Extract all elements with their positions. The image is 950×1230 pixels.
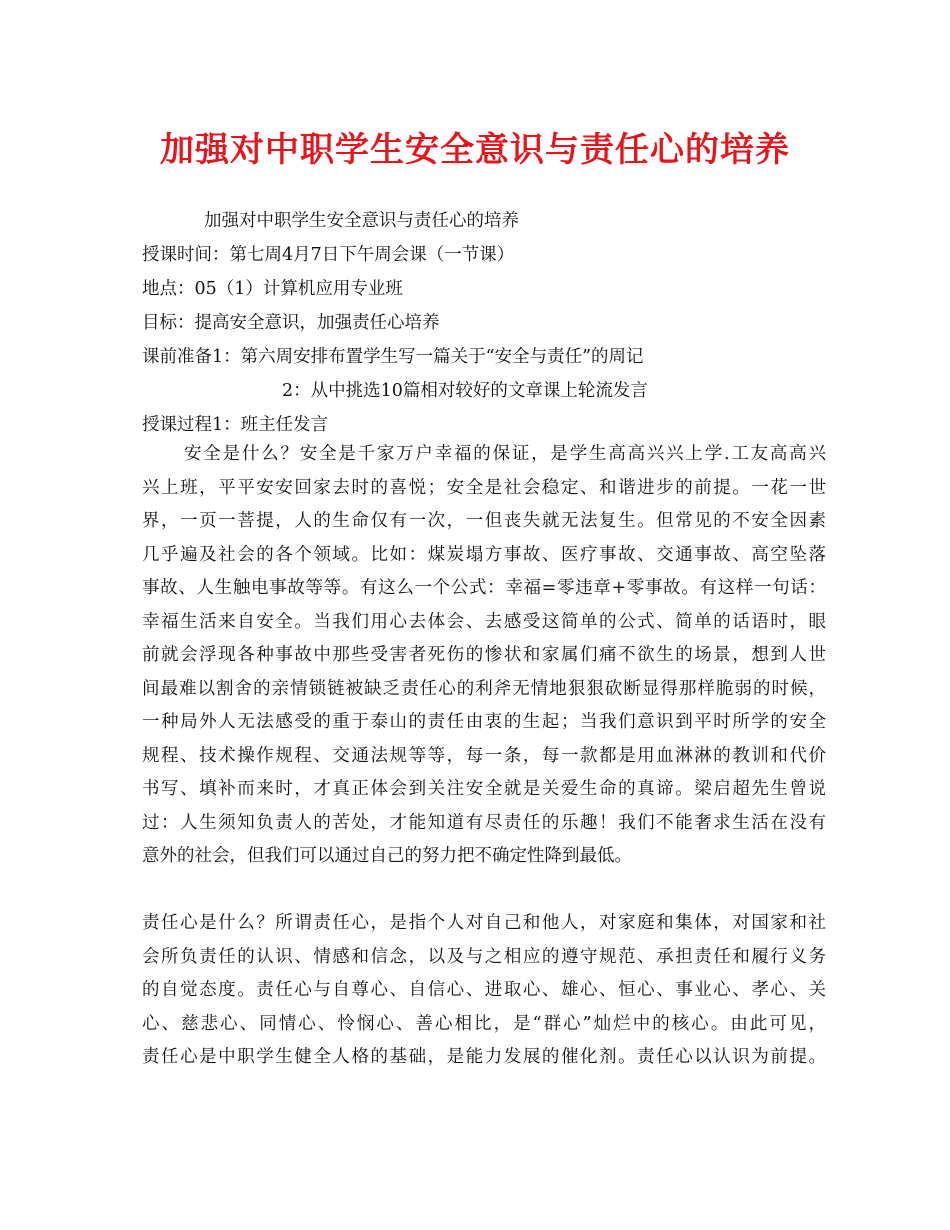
paragraph-line: 一种局外人无法感受的重于泰山的责任由衷的生起；当我们意识到平时所学的安全 <box>142 712 826 732</box>
paragraph-line: 过：人生须知负责人的苦处，才能知道有尽责任的乐趣！我们不能奢求生活在没有 <box>142 812 826 833</box>
paragraph-line: 事故、人生触电事故等等。有这么一个公式：幸福=零违章+零事故。有这样一句话： <box>142 578 826 598</box>
safety-paragraph <box>142 438 826 874</box>
paragraph-line: 间最难以割舍的亲情锁链被缺乏责任心的利斧无情地狠狠砍断显得那样脆弱的时候， <box>142 678 826 699</box>
lesson-info <box>142 204 822 442</box>
lesson-subtitle: 加强对中职学生安全意识与责任心的培养 <box>204 211 519 231</box>
paragraph-line: 书写、填补而来时，才真正体会到关注安全就是关爱生命的真谛。梁启超先生曾说 <box>142 779 826 799</box>
paragraph-line: 几乎遍及社会的各个领域。比如：煤炭塌方事故、医疗事故、交通事故、高空坠落 <box>142 544 826 565</box>
paragraph-line: 责任心是中职学生健全人格的基础，是能力发展的催化剂。责任心以认识为前提。 <box>142 1047 826 1067</box>
lesson-prep-1: 课前准备1：第六周安排布置学生写一篇关于“安全与责任”的周记 <box>142 347 644 367</box>
paragraph-line: 意外的社会，但我们可以通过自己的努力把不确定性降到最低。 <box>142 846 632 866</box>
paragraph-line: 责任心是什么？所谓责任心，是指个人对自己和他人，对家庭和集体，对国家和社 <box>142 913 826 933</box>
lesson-process-1: 授课过程1：班主任发言 <box>142 415 329 435</box>
paragraph-line: 界，一页一菩提，人的生命仅有一次，一但丧失就无法复生。但常见的不安全因素 <box>142 511 826 531</box>
responsibility-paragraph <box>142 907 826 1075</box>
paragraph-line: 幸福生活来自安全。当我们用心去体会、去感受这简单的公式、简单的话语时，眼 <box>142 611 826 632</box>
paragraph-line: 兴上班，平平安安回家去时的喜悦；安全是社会稳定、和谐进步的前提。一花一世 <box>142 477 826 498</box>
lesson-place: 地点：05（1）计算机应用专业班 <box>142 279 403 299</box>
paragraph-line: 的自觉态度。责任心与自尊心、自信心、进取心、雄心、恒心、事业心、孝心、关 <box>142 980 826 1000</box>
paragraph-line: 规程、技术操作规程、交通法规等等，每一条，每一款都是用血淋淋的教训和代价 <box>142 745 826 766</box>
lesson-prep-2: 2：从中挑选10篇相对较好的文章课上轮流发言 <box>282 381 648 401</box>
lesson-time: 授课时间：第七周4月7日下午周会课（一节课） <box>142 245 515 265</box>
paragraph-line: 会所负责任的认识、情感和信念，以及与之相应的遵守规范、承担责任和履行义务 <box>142 946 826 967</box>
lesson-goal: 目标：提高安全意识，加强责任心培养 <box>142 313 440 333</box>
document-title: 加强对中职学生安全意识与责任心的培养 <box>160 130 790 170</box>
paragraph-line: 前就会浮现各种事故中那些受害者死伤的惨状和家属们痛不欲生的场景，想到人世 <box>142 645 826 665</box>
paragraph-line: 心、慈悲心、同情心、怜悯心、善心相比，是“群心”灿烂中的核心。由此可见， <box>142 1013 826 1034</box>
paragraph-line: 安全是什么？安全是千家万户幸福的保证，是学生高高兴兴上学.工友高高兴 <box>184 444 826 464</box>
